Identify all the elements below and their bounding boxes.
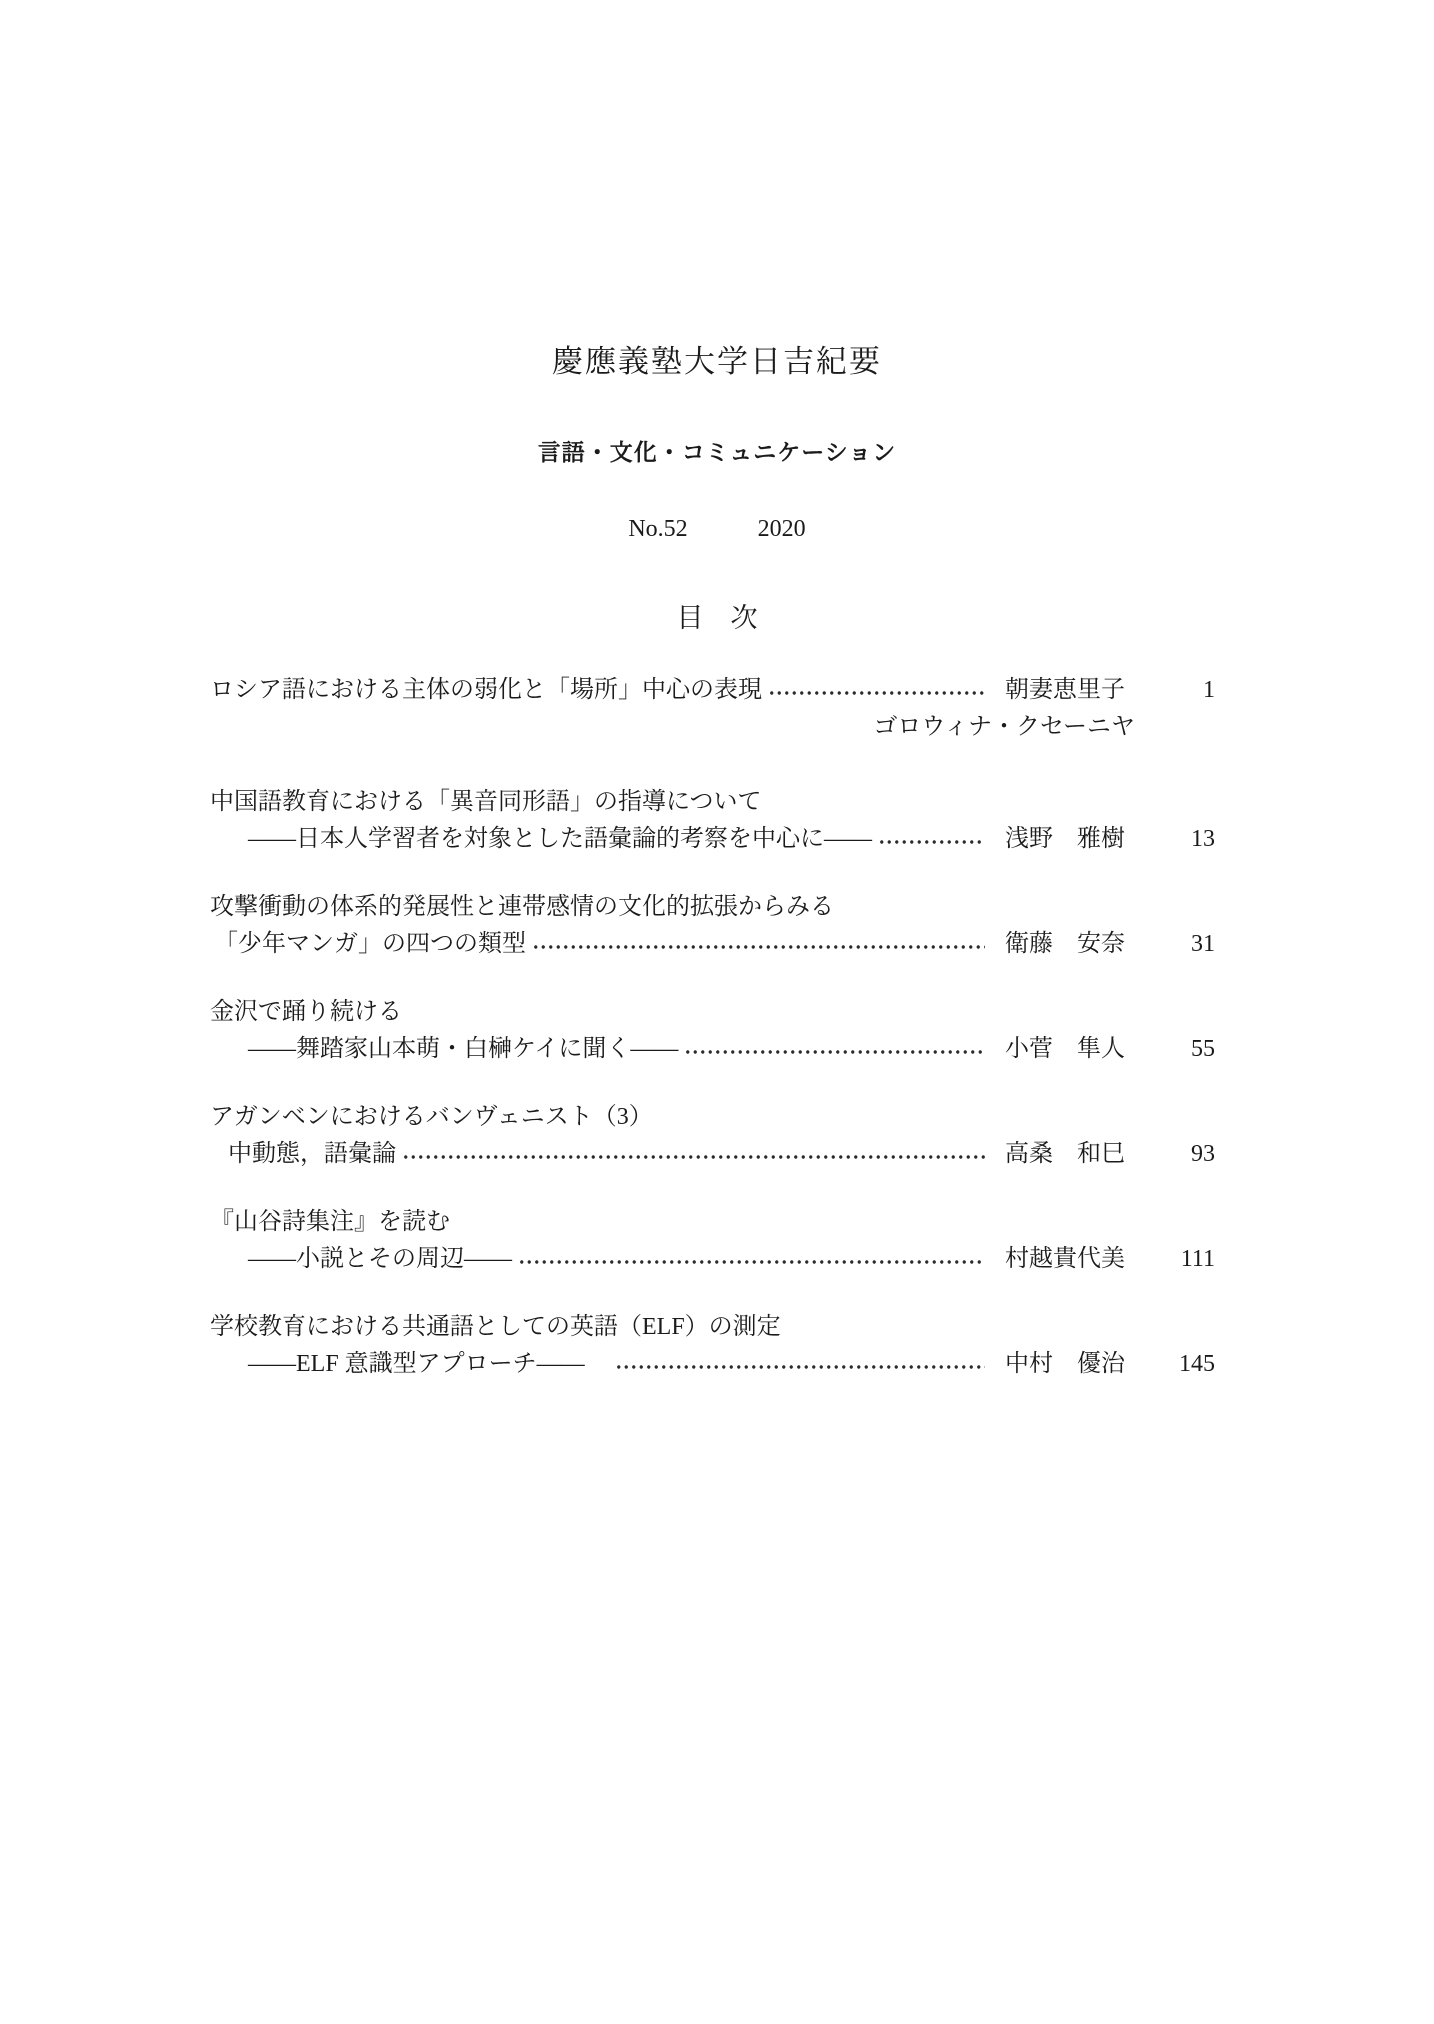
entry-page-number: 111: [1180, 1246, 1215, 1272]
entry-author: 中村 優治: [1005, 1351, 1125, 1377]
entry-page-number: 1: [1203, 677, 1215, 703]
toc-line-2: [210, 926, 1215, 963]
entry-page-number: 13: [1191, 826, 1215, 852]
entry-title: 金沢で踊り続ける: [210, 999, 402, 1025]
toc-entry: [210, 994, 1215, 1068]
entry-author: 衛藤 安奈: [1005, 931, 1125, 957]
dot-leader: [684, 1031, 985, 1068]
entry-co-author: ゴロウィナ・クセーニヤ: [873, 714, 1135, 740]
entry-title: 『山谷詩集注』を読む: [210, 1209, 450, 1235]
toc-line-2: [210, 821, 1215, 858]
dot-leader: [402, 1136, 985, 1173]
entry-title: アガンベンにおけるバンヴェニスト（3）: [210, 1104, 653, 1130]
entry-title: 中国語教育における「異音同形語」の指導について: [210, 789, 762, 815]
entry-subtitle: ——小説とその周辺——: [248, 1246, 512, 1272]
entry-subtitle: ——ELF 意識型アプローチ——: [248, 1351, 609, 1377]
dot-leader: [615, 1346, 985, 1383]
journal-series-subtitle: 言語・文化・コミュニケーション: [537, 439, 897, 465]
entry-author: 高桑 和巳: [1005, 1141, 1125, 1167]
dot-leader: [768, 672, 985, 709]
toc-line-1: [210, 1309, 1215, 1346]
toc-line-2: [210, 1241, 1215, 1278]
entry-subtitle: ——日本人学習者を対象とした語彙論的考察を中心に——: [248, 826, 872, 852]
toc-line-1: [210, 784, 1215, 821]
toc-line-1: [210, 1099, 1215, 1136]
entry-title: ロシア語における主体の弱化と「場所」中心の表現: [210, 677, 762, 703]
entry-page-number: 93: [1191, 1141, 1215, 1167]
toc-entry: [210, 784, 1215, 858]
toc: [210, 672, 1215, 1414]
entry-author: 朝妻恵里子: [1005, 677, 1125, 703]
entry-page-number: 55: [1191, 1036, 1215, 1062]
dot-leader: [518, 1241, 985, 1278]
toc-entry: [210, 672, 1215, 746]
issue-line: [0, 516, 1434, 543]
toc-line-2: [210, 1346, 1215, 1383]
journal-title: 慶應義塾大学日吉紀要: [552, 344, 882, 379]
entry-page-number: 31: [1191, 931, 1215, 957]
toc-line-1: [210, 889, 1215, 926]
toc-entry: [210, 1309, 1215, 1383]
entry-subtitle: 「少年マンガ」の四つの類型: [214, 931, 526, 957]
toc-line-1: [210, 1204, 1215, 1241]
toc-line-2: [210, 709, 1215, 746]
entry-subtitle: 中動態，語彙論: [228, 1141, 396, 1167]
toc-line-1: [210, 672, 1215, 709]
toc-heading: 目 次: [676, 603, 758, 633]
toc-entry: [210, 1204, 1215, 1278]
entry-author: 小菅 隼人: [1005, 1036, 1125, 1062]
toc-line-2: [210, 1136, 1215, 1173]
issue-number: No.52: [628, 516, 688, 542]
entry-subtitle: ——舞踏家山本萌・白榊ケイに聞く——: [248, 1036, 679, 1062]
toc-line-2: [210, 1031, 1215, 1068]
dot-leader: [532, 926, 985, 963]
entry-title: 学校教育における共通語としての英語（ELF）の測定: [210, 1314, 781, 1340]
dot-leader: [878, 821, 985, 858]
issue-year: 2020: [757, 516, 806, 542]
toc-line-1: [210, 994, 1215, 1031]
entry-page-number: 145: [1179, 1351, 1215, 1377]
entry-author: 浅野 雅樹: [1005, 826, 1125, 852]
entry-author: 村越貴代美: [1005, 1246, 1125, 1272]
toc-entry: [210, 889, 1215, 963]
toc-entry: [210, 1099, 1215, 1173]
entry-title: 攻撃衝動の体系的発展性と連帯感情の文化的拡張からみる: [210, 894, 834, 920]
